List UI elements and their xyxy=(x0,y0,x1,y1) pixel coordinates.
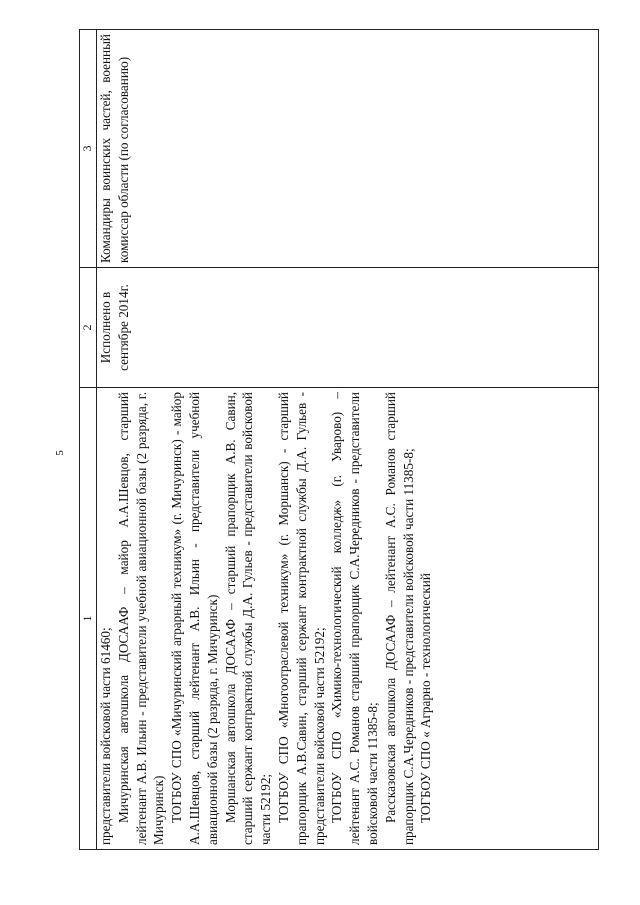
table-header-row xyxy=(80,30,97,850)
header-col-2: 2 xyxy=(80,268,97,388)
measures-table xyxy=(79,29,599,850)
paragraph: ТОГБОУ СПО «Химико-технологический колледж» (г. Уварово) – лейтенант А.С. Романов старший прапорщик С.А.Чередников - представители войсковой части 11385-8; xyxy=(329,392,380,845)
responsible-cell xyxy=(97,30,599,268)
status-cell: Исполнено в сентябре 2014г. xyxy=(97,268,599,388)
paragraph: Мичуринская автошкола ДОСААФ – майор А.А.Шевцов, старший лейтенант А.В. Ильин - представители учебной авиационной базы (2 разряда, г. Мичуринск) xyxy=(115,392,167,845)
paragraph: ТОГБОУ СПО «Мичуринский аграрный техникум» (г. Мичуринск) - майор А.А.Шевцов, старший лейтенант А.В. Ильин - представители учебной авиационной базы (2 разряда, г. Мичуринск) xyxy=(169,392,220,845)
header-col-3: 3 xyxy=(80,30,97,268)
header-col-1: 1 xyxy=(80,388,97,850)
table-row xyxy=(97,30,599,850)
paragraph: ТОГБОУ СПО «Многоотраслевой техникум» (г. Моршанск) - старший прапорщик А.В.Савин, старший сержант контрактной службы Д.А. Гульев - представители войсковой части 52192; xyxy=(275,392,327,845)
paragraph: Моршанская автошкола ДОСААФ – старший прапорщик А.В. Савин, старший сержант контрактной службы Д.А. Гульев - представители войсковой части 52192; xyxy=(222,392,274,845)
page-number: 5 xyxy=(53,450,66,456)
paragraph: представители войсковой части 61460; xyxy=(98,627,113,845)
paragraph: ТОГБОУ СПО « Аграрно - технологический xyxy=(418,573,434,823)
participants-cell xyxy=(97,388,599,850)
responsible-text: Командиры воинских частей, военный комиссар области (по согласованию) xyxy=(98,34,131,263)
paragraph: Рассказовская автошкола ДОСААФ – лейтенант А.С. Романов старший прапорщик С.А.Чередников - представители войсковой части 11385-8; xyxy=(382,392,416,845)
rotated-document-sheet xyxy=(79,30,599,850)
